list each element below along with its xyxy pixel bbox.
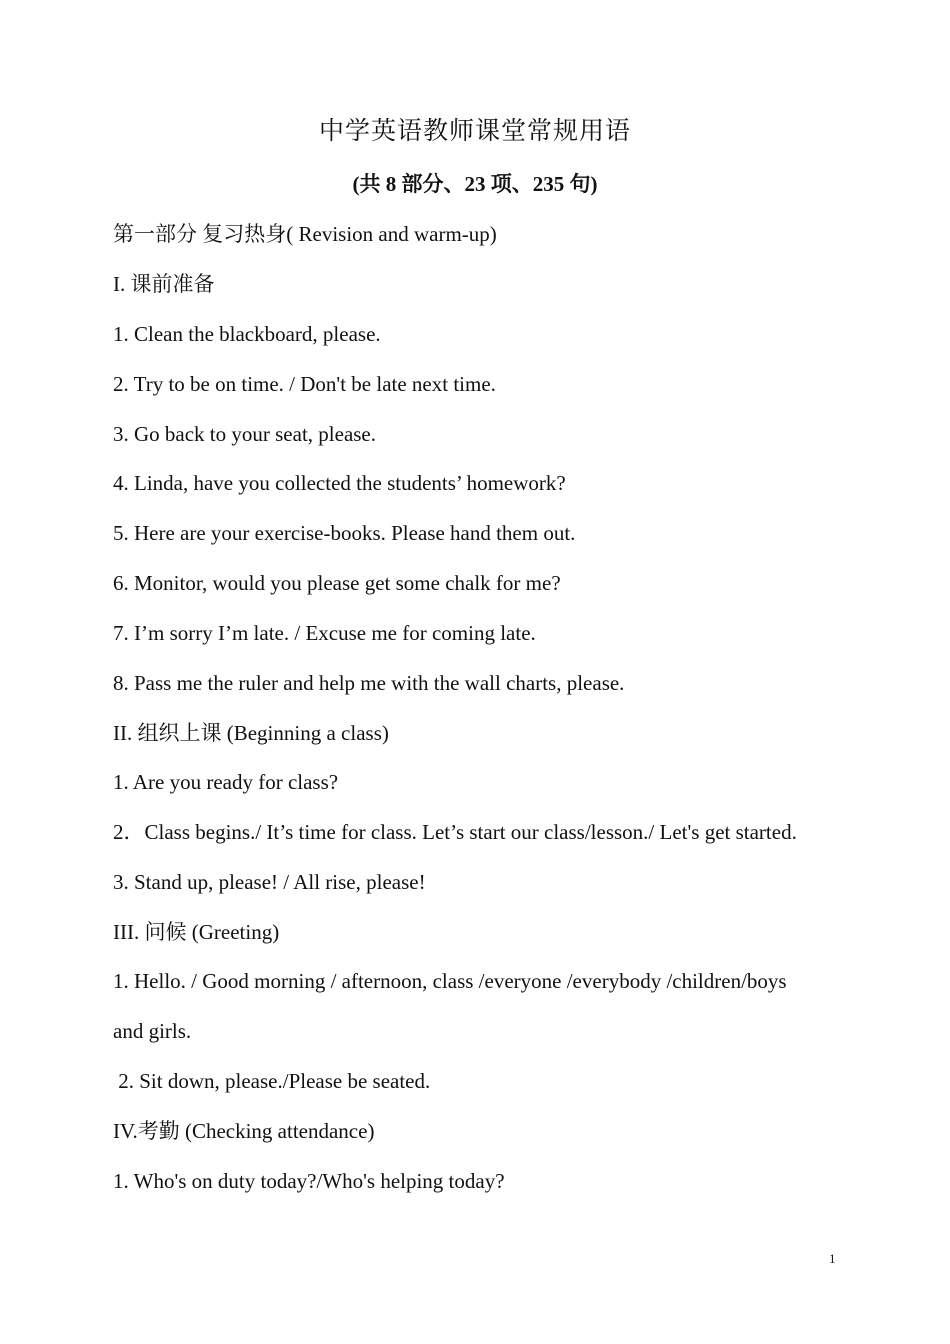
list-item: 1. Hello. / Good morning / afternoon, class /everyone /everybody /children/boys: [113, 969, 787, 993]
list-item: 6. Monitor, would you please get some chalk for me?: [113, 571, 561, 595]
list-item: 7. I’m sorry I’m late. / Excuse me for coming late.: [113, 621, 536, 645]
list-item: 1. Clean the blackboard, please.: [113, 322, 381, 346]
section-heading: IV.考勤 (Checking attendance): [113, 1119, 375, 1143]
list-item: 2. Try to be on time. / Don't be late next time.: [113, 372, 496, 396]
list-item-continuation: and girls.: [113, 1019, 192, 1043]
list-item: 2．Class begins./ It’s time for class. Let’s start our class/lesson./ Let's get started.: [113, 820, 797, 844]
part-heading: 第一部分 复习热身( Revision and warm-up): [113, 222, 497, 246]
section-heading: I. 课前准备: [113, 272, 215, 296]
list-item: 3. Go back to your seat, please.: [113, 422, 377, 446]
list-item: 4. Linda, have you collected the students’ homework?: [113, 471, 566, 495]
list-item: 1. Who's on duty today?/Who's helping today?: [113, 1169, 505, 1193]
list-item: 3. Stand up, please! / All rise, please!: [113, 870, 426, 894]
page-number: 1: [829, 1251, 836, 1266]
list-item: 8. Pass me the ruler and help me with the wall charts, please.: [113, 671, 625, 695]
section-heading: II. 组织上课 (Beginning a class): [113, 721, 389, 745]
document-title: 中学英语教师课堂常规用语: [318, 118, 631, 145]
document-subtitle: (共 8 部分、23 项、235 句): [352, 172, 598, 196]
list-item: 2. Sit down, please./Please be seated.: [113, 1069, 431, 1093]
list-item: 5. Here are your exercise-books. Please hand them out.: [113, 521, 576, 545]
list-item: 1. Are you ready for class?: [113, 770, 339, 794]
section-heading: III. 问候 (Greeting): [113, 920, 280, 944]
